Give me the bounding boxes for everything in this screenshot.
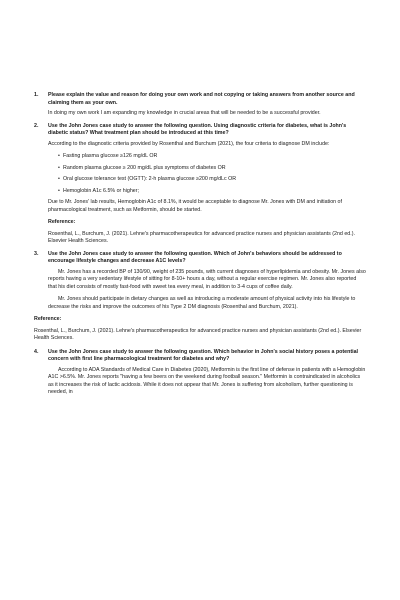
question-2	[34, 123, 366, 138]
reference-heading: Reference:	[48, 219, 76, 226]
criteria-item	[58, 176, 366, 184]
question-4	[34, 349, 366, 364]
question-number: 3.	[34, 250, 39, 257]
answer-4	[48, 367, 366, 397]
question-text: Please explain the value and reason for doing your own work and not copying or taking answers from another source and claiming them as your own.	[48, 92, 355, 106]
question-number: 2.	[34, 122, 39, 129]
bullet-icon: •	[58, 153, 60, 160]
answer-conclusion: Due to Mr. Jones' lab results, Hemoglobin A1c of 8.1%, it would be acceptable to diagnose Mr. Jones with DM and initiation of pharmacological treatment, such as Metformin, should be started.	[48, 199, 342, 213]
answer-intro: According to the diagnostic criteria provided by Rosenthal and Burchum (2021), the four criteria to diagnose DM include:	[48, 140, 330, 147]
criteria-text: Random plasma glucose ≥ 200 mg/dL plus symptoms of diabetes OR	[63, 164, 226, 171]
question-2-section	[34, 123, 366, 246]
bullet-icon: •	[58, 187, 60, 194]
answer-2	[48, 141, 366, 246]
bullet-icon: •	[58, 164, 60, 171]
reference-text: Rosenthal, L., Burchum, J. (2021). Lehne's pharmacotherapeutics for advanced practice nurses and physician assistants (2nd ed.). Elsevier Health Sciences.	[48, 230, 355, 245]
answer-paragraph: Mr. Jones has a recorded BP of 130/90, weight of 235 pounds, with current diagnoses of hyperlipidemia and obesity. Mr. Jones also reports having a very sedentary lifestyle of sitting for 8-10+ hours a day, without a regular exercise regimen. Mr. Jones also reported that his diet consists of mostly fast-food with sweet tea every meal, in addition to 3-4 cups of coffee daily.	[48, 268, 366, 290]
question-3	[34, 251, 366, 266]
answer-paragraph: In doing my own work I am expanding my knowledge in crucial areas that will be needed to be a successful provider.	[48, 110, 321, 117]
question-4-section	[34, 349, 366, 397]
criteria-text: Hemoglobin A1c 6.5% or higher;	[63, 187, 139, 194]
question-1-section	[34, 92, 366, 118]
bullet-icon: •	[58, 176, 60, 183]
criteria-item	[58, 165, 366, 173]
diagnostic-criteria-list	[48, 153, 366, 195]
criteria-item	[58, 153, 366, 161]
reference-heading: Reference:	[34, 316, 62, 323]
answer-paragraph: According to ADA Standards of Medical Care in Diabetes (2020), Metformin is the first line of defense in patients with a Hemoglobin A1C >6.5%. Mr. Jones reports "having a few beers on the weekend during football season." Metformin is contraindicated in alcoholics as it increases the risk of lactic acidosis. While it does not appear that Mr. Jones is suffering from alcoholism, further questioning is needed, in	[48, 366, 366, 396]
question-text: Use the John Jones case study to answer the following question. Using diagnostic criteria for diabetes, what is John's diabetic status? What treatment plan should be introduced at this time?	[48, 122, 347, 137]
reference-text: Rosenthal, L., Burchum, J. (2021). Lehne's pharmacotherapeutics for advanced practice nurses and physician assistants (2nd ed.). Elsevier Health Sciences.	[34, 327, 362, 342]
question-number: 1.	[34, 92, 39, 98]
answer-3	[48, 269, 366, 312]
answer-paragraph: Mr. Jones should participate in dietary changes as well as introducing a moderate amount of physical activity into his lifestyle to decrease the risks and improve the outcomes of his Type 2 DM diagnosis (Rosenthal and Burchum, 2021).	[48, 296, 356, 310]
question-number: 4.	[34, 348, 39, 355]
answer-1	[48, 110, 366, 118]
question-1	[34, 92, 366, 107]
criteria-item	[58, 188, 366, 196]
question-3-section	[34, 251, 366, 343]
criteria-text: Fasting plasma glucose ≥126 mg/dL OR	[63, 153, 158, 160]
criteria-text: Oral glucose tolerance test (OGTT): 2-h plasma glucose ≥200 mg/dLc OR	[63, 176, 237, 183]
question-text: Use the John Jones case study to answer the following question. Which behavior in John's social history poses a potential concern with first line pharmacological treatment for diabetes and why?	[48, 348, 359, 363]
question-text: Use the John Jones case study to answer the following question. Which of John's behaviors should be addressed to encourage lifestyle changes and decrease A1C levels?	[48, 250, 342, 265]
